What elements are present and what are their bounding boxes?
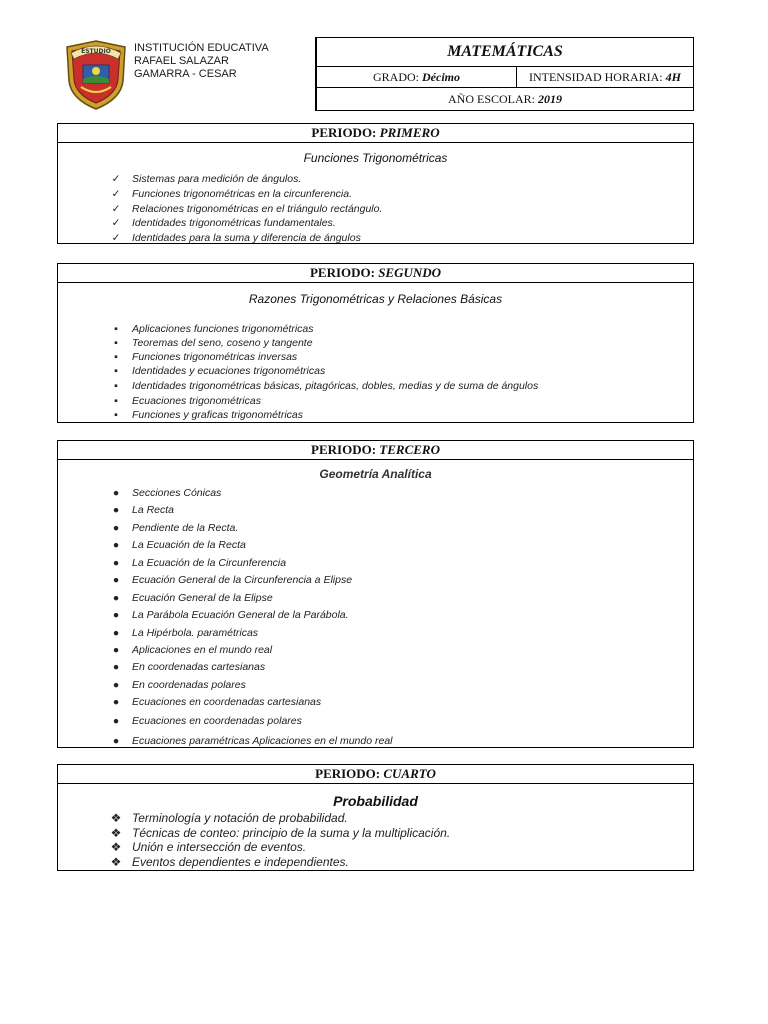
crest-motto-text: ESTUDIO xyxy=(81,48,111,55)
school-block xyxy=(57,37,316,111)
course-info-table xyxy=(316,37,694,111)
list-item-text: Secciones Cónicas xyxy=(132,487,222,499)
list-item-text: Funciones trigonométricas inversas xyxy=(132,351,298,363)
hours-cell xyxy=(516,66,694,88)
dot-bullet-icon: ● xyxy=(112,574,120,586)
subject-title: MATEMÁTICAS xyxy=(447,43,563,60)
period-topic-title: Geometría Analítica xyxy=(319,467,432,481)
period-heading xyxy=(58,765,693,784)
list-item-text: Sistemas para medición de ángulos. xyxy=(132,173,302,185)
period-name: CUARTO xyxy=(383,766,436,781)
diamond-bullet-icon: ❖ xyxy=(110,855,122,869)
list-item-text: Técnicas de conteo: principio de la suma y la multiplicación. xyxy=(132,826,451,840)
list-item-text: Funciones y graficas trigonométricas xyxy=(132,409,303,421)
year-label: AÑO ESCOLAR: xyxy=(447,91,535,106)
list-item-text: Relaciones trigonométricas en el triángulo rectángulo. xyxy=(132,203,383,215)
dot-bullet-icon: ● xyxy=(112,522,120,534)
dot-bullet-icon: ● xyxy=(112,696,120,708)
list-item-text: Aplicaciones en el mundo real xyxy=(132,644,273,656)
dot-bullet-icon: ● xyxy=(112,661,120,673)
period-heading xyxy=(58,441,693,460)
school-name xyxy=(134,42,269,81)
period-label: PERIODO: xyxy=(311,442,380,457)
period-label: PERIODO: xyxy=(315,766,384,781)
list-item-text: Eventos dependientes e independientes. xyxy=(132,855,349,869)
hours-label: INTENSIDAD HORARIA: xyxy=(528,69,663,84)
diamond-bullet-icon: ❖ xyxy=(110,811,122,825)
grade-label: GRADO: xyxy=(372,69,419,84)
subject-cell xyxy=(316,37,694,67)
square-bullet-icon: ▪ xyxy=(114,351,118,363)
check-icon: ✓ xyxy=(111,232,121,244)
square-bullet-icon: ▪ xyxy=(114,365,118,377)
list-item-text: Ecuación General de la Circunferencia a Elipse xyxy=(132,574,353,586)
square-bullet-icon: ▪ xyxy=(114,395,118,407)
year-value: 2019 xyxy=(538,91,562,106)
list-item-text: En coordenadas cartesianas xyxy=(132,661,266,673)
dot-bullet-icon: ● xyxy=(112,679,120,691)
period-heading xyxy=(58,264,693,283)
grade-value: Décimo xyxy=(422,69,460,84)
dot-bullet-icon: ● xyxy=(112,644,120,656)
period-name: TERCERO xyxy=(379,442,440,457)
check-icon: ✓ xyxy=(111,173,121,185)
dot-bullet-icon: ● xyxy=(112,557,120,569)
period-section-tercero xyxy=(57,440,694,748)
school-line-2: RAFAEL SALAZAR xyxy=(134,55,229,67)
check-icon: ✓ xyxy=(111,217,121,229)
list-item-text: Identidades trigonométricas fundamentales. xyxy=(132,217,336,229)
list-item-text: La Hipérbola. paramétricas xyxy=(132,627,259,639)
document-header xyxy=(57,37,694,111)
list-item-text: Identidades trigonométricas básicas, pitagóricas, dobles, medias y de suma de ángulos xyxy=(132,380,539,392)
dot-bullet-icon: ● xyxy=(112,735,120,747)
period-section-primero xyxy=(57,123,694,244)
list-item-text: La Recta xyxy=(132,504,175,516)
hours-value: 4H xyxy=(665,69,681,84)
period-section-segundo xyxy=(57,263,694,423)
list-item-text: La Ecuación de la Circunferencia xyxy=(132,557,287,569)
dot-bullet-icon: ● xyxy=(112,627,120,639)
list-item-text: Ecuaciones en coordenadas cartesianas xyxy=(132,696,322,708)
period-topic-title: Probabilidad xyxy=(333,793,418,809)
period-section-cuarto xyxy=(57,764,694,871)
list-item-text: Ecuaciones en coordenadas polares xyxy=(132,715,302,727)
list-item-text: La Ecuación de la Recta xyxy=(132,539,246,551)
school-line-1: INSTITUCIÓN EDUCATIVA xyxy=(134,42,269,54)
list-item-text: Ecuaciones trigonométricas xyxy=(132,395,261,407)
dot-bullet-icon: ● xyxy=(112,504,120,516)
list-item-text: En coordenadas polares xyxy=(132,679,246,691)
period-name: SEGUNDO xyxy=(378,265,442,280)
list-item-text: Pendiente de la Recta. xyxy=(132,522,239,534)
list-item-text: Ecuación General de la Elipse xyxy=(132,592,273,604)
list-item-text: Terminología y notación de probabilidad. xyxy=(132,811,348,825)
dot-bullet-icon: ● xyxy=(112,592,120,604)
list-item-text: Aplicaciones funciones trigonométricas xyxy=(132,323,314,335)
period-label: PERIODO: xyxy=(311,125,380,140)
check-icon: ✓ xyxy=(111,203,121,215)
diamond-bullet-icon: ❖ xyxy=(110,826,122,840)
school-line-3: GAMARRA - CESAR xyxy=(134,68,237,80)
dot-bullet-icon: ● xyxy=(112,539,120,551)
list-item-text: La Parábola Ecuación General de la Parábola. xyxy=(132,609,349,621)
list-item-text: Unión e intersección de eventos. xyxy=(132,840,307,854)
period-name: PRIMERO xyxy=(379,125,440,140)
period-heading xyxy=(58,124,693,143)
school-crest-logo xyxy=(63,39,129,111)
list-item-text: Identidades para la suma y diferencia de ángulos xyxy=(132,232,361,244)
list-item-text: Identidades y ecuaciones trigonométricas xyxy=(132,365,326,377)
list-item-text: Funciones trigonométricas en la circunferencia. xyxy=(132,188,353,200)
list-item-text: Ecuaciones paramétricas Aplicaciones en el mundo real xyxy=(132,735,393,747)
period-topic-title: Funciones Trigonométricas xyxy=(303,151,448,165)
square-bullet-icon: ▪ xyxy=(114,409,118,421)
list-item-text: Teoremas del seno, coseno y tangente xyxy=(132,337,313,349)
grade-cell xyxy=(316,66,517,88)
dot-bullet-icon: ● xyxy=(112,715,120,727)
period-topic-title: Razones Trigonométricas y Relaciones Básicas xyxy=(248,292,503,306)
period-label: PERIODO: xyxy=(309,265,379,280)
square-bullet-icon: ▪ xyxy=(114,337,118,349)
diamond-bullet-icon: ❖ xyxy=(110,840,122,854)
dot-bullet-icon: ● xyxy=(112,487,120,499)
check-icon: ✓ xyxy=(111,188,121,200)
square-bullet-icon: ▪ xyxy=(114,323,118,335)
square-bullet-icon: ▪ xyxy=(114,380,118,392)
year-cell xyxy=(316,87,694,111)
dot-bullet-icon: ● xyxy=(112,609,120,621)
